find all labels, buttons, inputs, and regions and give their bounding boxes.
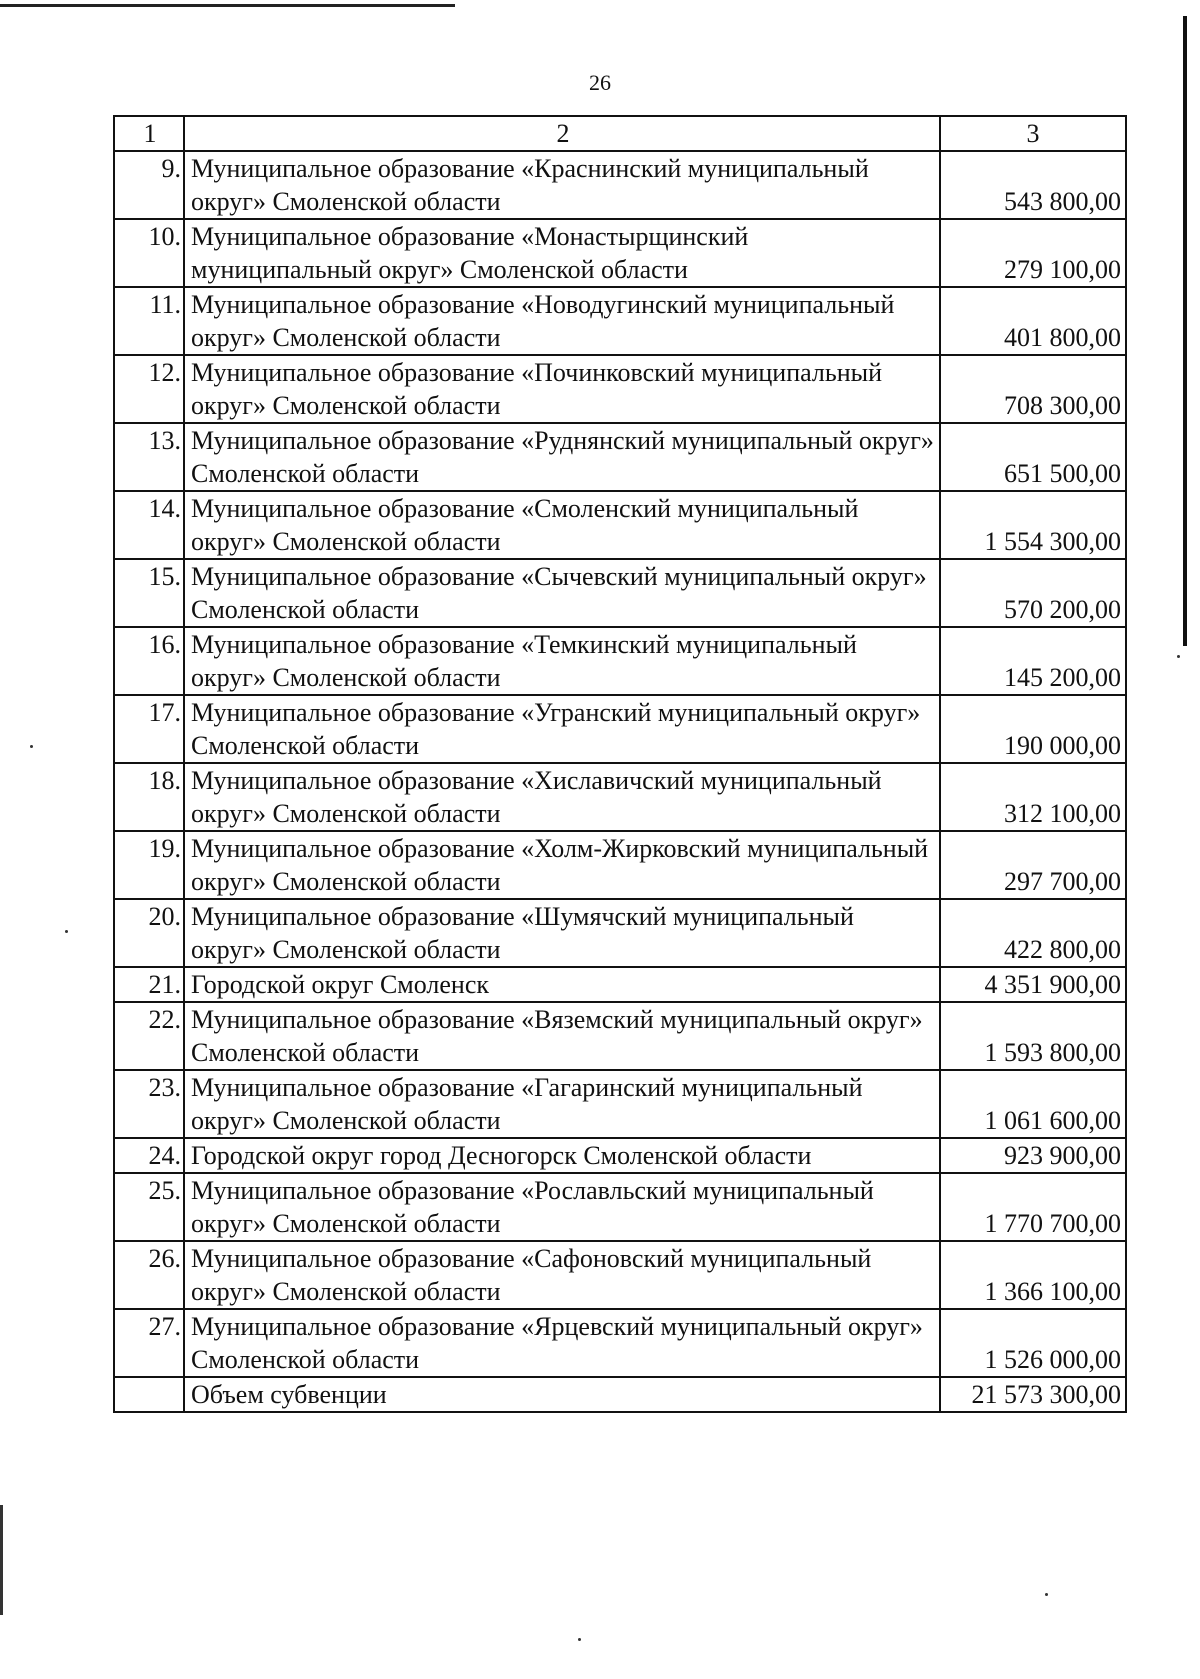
- table-row: [114, 1241, 1126, 1309]
- row-name: Городской округ город Десногорск Смоленской области: [184, 1138, 940, 1173]
- row-number: 14.: [114, 491, 184, 559]
- row-name: Муниципальное образование «Гагаринский муниципальный округ» Смоленской области: [184, 1070, 940, 1138]
- table-row: [114, 151, 1126, 219]
- row-sum: 401 800,00: [940, 287, 1126, 355]
- row-sum: 1 061 600,00: [940, 1070, 1126, 1138]
- row-number: 12.: [114, 355, 184, 423]
- row-number: 27.: [114, 1309, 184, 1377]
- row-number: 17.: [114, 695, 184, 763]
- row-sum: 1 526 000,00: [940, 1309, 1126, 1377]
- table-row: [114, 763, 1126, 831]
- row-number: 22.: [114, 1002, 184, 1070]
- row-number: 18.: [114, 763, 184, 831]
- table-row: [114, 1070, 1126, 1138]
- row-number: 11.: [114, 287, 184, 355]
- row-number: 13.: [114, 423, 184, 491]
- row-name: Муниципальное образование «Хиславичский муниципальный округ» Смоленской области: [184, 763, 940, 831]
- row-number: 23.: [114, 1070, 184, 1138]
- table-header-row: [114, 116, 1126, 151]
- row-sum: 279 100,00: [940, 219, 1126, 287]
- header-col-1: 1: [114, 116, 184, 151]
- scan-dot: [65, 930, 68, 933]
- row-name: Муниципальное образование «Темкинский муниципальный округ» Смоленской области: [184, 627, 940, 695]
- scan-dot: [578, 1638, 581, 1641]
- row-sum: 1 366 100,00: [940, 1241, 1126, 1309]
- row-name: Муниципальное образование «Ярцевский муниципальный округ» Смоленской области: [184, 1309, 940, 1377]
- row-sum: 923 900,00: [940, 1138, 1126, 1173]
- table-row: [114, 695, 1126, 763]
- row-sum: 297 700,00: [940, 831, 1126, 899]
- table-row: [114, 1173, 1126, 1241]
- scan-dot: [1045, 1593, 1048, 1596]
- row-number: 15.: [114, 559, 184, 627]
- scan-edge-line: [0, 4, 455, 7]
- row-number: 19.: [114, 831, 184, 899]
- row-number: 9.: [114, 151, 184, 219]
- row-name: Муниципальное образование «Монастырщинский муниципальный округ» Смоленской области: [184, 219, 940, 287]
- row-number: 10.: [114, 219, 184, 287]
- scan-dot: [30, 745, 33, 748]
- scan-edge-line: [1183, 16, 1187, 646]
- table-row: [114, 423, 1126, 491]
- table-row: [114, 899, 1126, 967]
- row-sum: 4 351 900,00: [940, 967, 1126, 1002]
- table-row: [114, 287, 1126, 355]
- header-col-3: 3: [940, 116, 1126, 151]
- table-row: [114, 967, 1126, 1002]
- table-row: [114, 219, 1126, 287]
- table-row: [114, 491, 1126, 559]
- table-row: [114, 559, 1126, 627]
- table-row: [114, 1309, 1126, 1377]
- row-number: 24.: [114, 1138, 184, 1173]
- row-name: Муниципальное образование «Руднянский муниципальный округ» Смоленской области: [184, 423, 940, 491]
- row-number: 21.: [114, 967, 184, 1002]
- row-name: Муниципальное образование «Вяземский муниципальный округ» Смоленской области: [184, 1002, 940, 1070]
- row-name: Муниципальное образование «Сычевский муниципальный округ» Смоленской области: [184, 559, 940, 627]
- row-sum: 651 500,00: [940, 423, 1126, 491]
- subvention-table: [113, 115, 1127, 1413]
- table-row: [114, 627, 1126, 695]
- row-name: Муниципальное образование «Сафоновский муниципальный округ» Смоленской области: [184, 1241, 940, 1309]
- scan-dot: [1177, 655, 1180, 658]
- row-name: Городской округ Смоленск: [184, 967, 940, 1002]
- row-sum: 422 800,00: [940, 899, 1126, 967]
- table-row: [114, 1138, 1126, 1173]
- row-sum: 312 100,00: [940, 763, 1126, 831]
- row-name: Муниципальное образование «Угранский муниципальный округ» Смоленской области: [184, 695, 940, 763]
- row-number: 26.: [114, 1241, 184, 1309]
- table-row: [114, 355, 1126, 423]
- row-number: 20.: [114, 899, 184, 967]
- row-sum: 190 000,00: [940, 695, 1126, 763]
- row-sum: 1 554 300,00: [940, 491, 1126, 559]
- row-name: Муниципальное образование «Холм-Жирковский муниципальный округ» Смоленской области: [184, 831, 940, 899]
- row-sum: 708 300,00: [940, 355, 1126, 423]
- row-name: Муниципальное образование «Новодугинский муниципальный округ» Смоленской области: [184, 287, 940, 355]
- row-number: 25.: [114, 1173, 184, 1241]
- total-sum: 21 573 300,00: [940, 1377, 1126, 1412]
- row-name: Муниципальное образование «Починковский муниципальный округ» Смоленской области: [184, 355, 940, 423]
- row-name: Муниципальное образование «Рославльский муниципальный округ» Смоленской области: [184, 1173, 940, 1241]
- row-sum: 570 200,00: [940, 559, 1126, 627]
- row-name: Муниципальное образование «Краснинский муниципальный округ» Смоленской области: [184, 151, 940, 219]
- table-row: [114, 831, 1126, 899]
- row-sum: 145 200,00: [940, 627, 1126, 695]
- row-name: Муниципальное образование «Шумячский муниципальный округ» Смоленской области: [184, 899, 940, 967]
- row-name: Муниципальное образование «Смоленский муниципальный округ» Смоленской области: [184, 491, 940, 559]
- header-col-2: 2: [184, 116, 940, 151]
- page-number: 26: [589, 70, 611, 95]
- row-sum: 543 800,00: [940, 151, 1126, 219]
- total-number: [114, 1377, 184, 1412]
- scan-edge-line: [0, 1505, 3, 1615]
- row-sum: 1 770 700,00: [940, 1173, 1126, 1241]
- row-number: 16.: [114, 627, 184, 695]
- table-row: [114, 1002, 1126, 1070]
- row-sum: 1 593 800,00: [940, 1002, 1126, 1070]
- total-row: [114, 1377, 1126, 1412]
- total-label: Объем субвенции: [184, 1377, 940, 1412]
